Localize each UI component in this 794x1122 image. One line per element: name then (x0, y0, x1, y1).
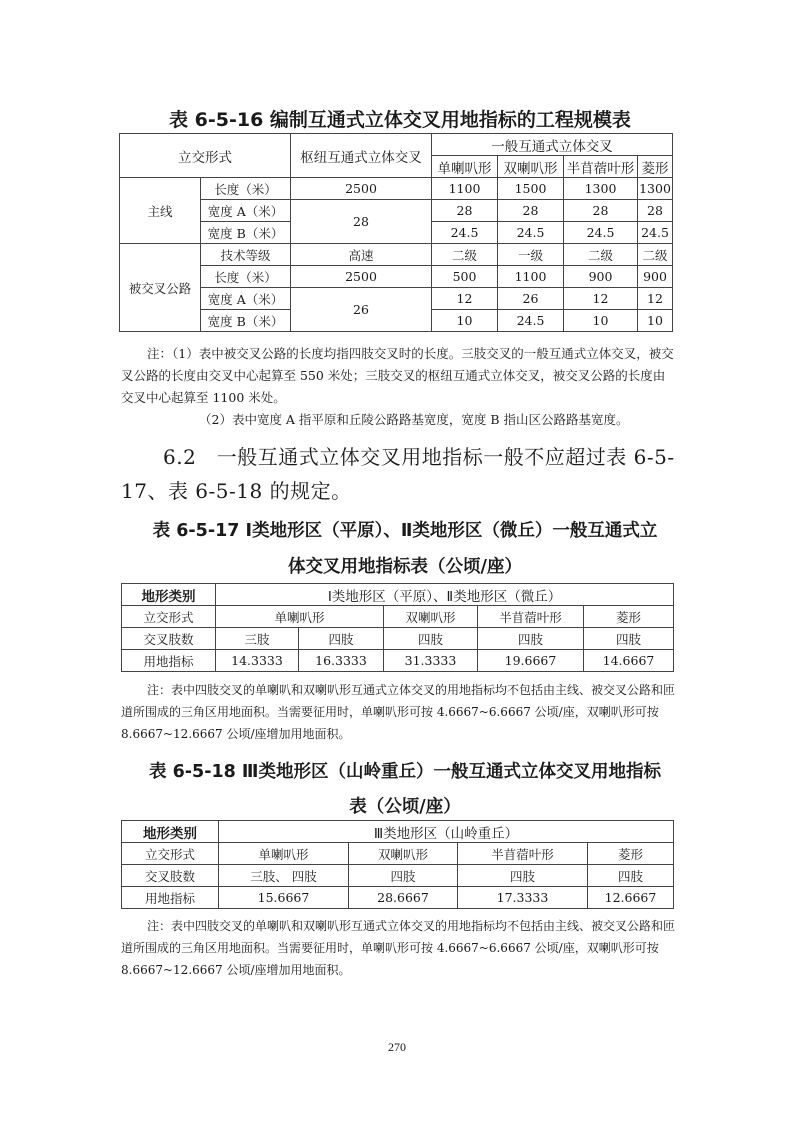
form-label: 立交形式 (122, 606, 216, 628)
cell: 1300 (564, 178, 638, 200)
hub-value: 高速 (291, 244, 432, 266)
cell: 12 (638, 288, 673, 310)
table-row (122, 843, 674, 865)
row-item: 长度（米） (201, 178, 291, 200)
table1-notes (121, 343, 676, 431)
table-row (122, 887, 674, 909)
table-row (122, 821, 674, 843)
table-row (122, 650, 674, 672)
form-half-cloverleaf: 半苜蓿叶形 (478, 606, 584, 628)
header-double-trumpet: 双喇叭形 (498, 156, 564, 178)
cell: 1300 (638, 178, 673, 200)
table1-note-2: （2）表中宽度 A 指平原和丘陵公路路基宽度，宽度 B 指山区公路路基宽度。 (199, 412, 629, 427)
cell: 28 (432, 200, 498, 222)
header-single-trumpet: 单喇叭形 (432, 156, 498, 178)
terrain-label: 地形类别 (122, 584, 216, 606)
cell: 二级 (432, 244, 498, 266)
table-6-5-16 (119, 133, 673, 332)
cell: 四肢 (588, 865, 674, 887)
index-label: 用地指标 (122, 650, 216, 672)
table-row (120, 200, 673, 222)
row-item: 技术等级 (201, 244, 291, 266)
table2-note (121, 679, 676, 745)
terrain-value: Ⅲ类地形区（山岭重丘） (219, 821, 674, 843)
form-half-cloverleaf: 半苜蓿叶形 (458, 843, 588, 865)
table3-note-text: 注：表中四肢交叉的单喇叭和双喇叭形互通式立体交叉的用地指标均不包括由主线、被交叉公路和匝道所围成的三角区用地面积。当需要征用时，单喇叭形可按 4.6667~6.6667 公顷/座，双喇叭形可按 8.6667~12.6667 公顷/座增加用地面积。 (121, 919, 676, 977)
section-6-2-text: 6.2 一般互通式立体交叉用地指标一般不应超过表 6-5-17、表 6-5-18 的规定。 (121, 445, 675, 503)
header-hub: 枢纽互通式立体交叉 (291, 134, 432, 178)
cell: 28 (498, 200, 564, 222)
cell: 三肢、 四肢 (219, 865, 349, 887)
form-diamond: 菱形 (588, 843, 674, 865)
table-row (122, 628, 674, 650)
table-6-5-18 (121, 820, 674, 909)
header-general: 一般互通式立体交叉 (432, 134, 673, 156)
table1-note-1: 注：（1）表中被交叉公路的长度均指四肢交叉时的长度。三肢交叉的一般互通式立体交叉，被交叉公路的长度由交叉中心起算至 550 米处；三肢交叉的枢纽互通式立体交叉，被交叉公路的长度由交叉中心起算至 1100 米处。 (121, 346, 674, 405)
cell: 四肢 (458, 865, 588, 887)
cell: 三肢 (216, 628, 299, 650)
cell: 24.5 (498, 310, 564, 332)
form-diamond: 菱形 (584, 606, 674, 628)
cell: 15.6667 (219, 887, 349, 909)
form-single-trumpet: 单喇叭形 (219, 843, 349, 865)
form-double-trumpet: 双喇叭形 (384, 606, 478, 628)
form-double-trumpet: 双喇叭形 (349, 843, 458, 865)
header-half-cloverleaf: 半苜蓿叶形 (564, 156, 638, 178)
table2-title-line1: 表 6-5-17 Ⅰ类地形区（平原）、Ⅱ类地形区（微丘）一般互通式立 (152, 521, 658, 541)
cell: 24.5 (498, 222, 564, 244)
cell: 24.5 (638, 222, 673, 244)
cell: 26 (498, 288, 564, 310)
table-row (120, 288, 673, 310)
row-item: 宽度 B（米） (201, 310, 291, 332)
cell: 四肢 (478, 628, 584, 650)
page-number: 270 (388, 1040, 406, 1054)
row-item: 长度（米） (201, 266, 291, 288)
cell: 24.5 (564, 222, 638, 244)
cell: 17.3333 (458, 887, 588, 909)
cell: 12.6667 (588, 887, 674, 909)
table-row (120, 266, 673, 288)
header-diamond: 菱形 (638, 156, 673, 178)
cell: 31.3333 (384, 650, 478, 672)
table3-note (121, 915, 676, 981)
index-label: 用地指标 (122, 887, 219, 909)
cell: 二级 (564, 244, 638, 266)
form-single-trumpet: 单喇叭形 (216, 606, 384, 628)
section-6-2 (121, 440, 681, 508)
hub-value: 26 (291, 288, 432, 332)
form-label: 立交形式 (122, 843, 219, 865)
cell: 28.6667 (349, 887, 458, 909)
legs-label: 交叉肢数 (122, 865, 219, 887)
legs-label: 交叉肢数 (122, 628, 216, 650)
cell: 1500 (498, 178, 564, 200)
cell: 12 (432, 288, 498, 310)
table-row (122, 584, 674, 606)
cell: 12 (564, 288, 638, 310)
table-row (122, 606, 674, 628)
terrain-label: 地形类别 (122, 821, 219, 843)
row-item: 宽度 A（米） (201, 200, 291, 222)
cell: 四肢 (384, 628, 478, 650)
cell: 900 (638, 266, 673, 288)
cell: 24.5 (432, 222, 498, 244)
table-row (120, 244, 673, 266)
table3-title-line2: 表（公顷/座） (349, 797, 461, 817)
cell: 500 (432, 266, 498, 288)
row-item: 宽度 B（米） (201, 222, 291, 244)
cell: 10 (564, 310, 638, 332)
table3-title-line1: 表 6-5-18 Ⅲ类地形区（山岭重丘）一般互通式立体交叉用地指标 (149, 762, 661, 782)
cell: 16.3333 (299, 650, 384, 672)
terrain-value: Ⅰ类地形区（平原）、Ⅱ类地形区（微丘） (216, 584, 674, 606)
table2-title-line2: 体交叉用地指标表（公顷/座） (288, 557, 522, 577)
cell: 10 (638, 310, 673, 332)
header-form: 立交形式 (120, 134, 291, 178)
cell: 900 (564, 266, 638, 288)
cell: 四肢 (299, 628, 384, 650)
hub-value: 2500 (291, 178, 432, 200)
table1-title: 表 6-5-16 编制互通式立体交叉用地指标的工程规模表 (169, 109, 631, 131)
cell: 二级 (638, 244, 673, 266)
table-row (122, 865, 674, 887)
cell: 28 (564, 200, 638, 222)
group-label: 被交叉公路 (120, 244, 201, 332)
cell: 1100 (498, 266, 564, 288)
cell: 四肢 (584, 628, 674, 650)
table-6-5-17 (121, 583, 674, 672)
cell: 14.6667 (584, 650, 674, 672)
table2-note-text: 注：表中四肢交叉的单喇叭和双喇叭形互通式立体交叉的用地指标均不包括由主线、被交叉公路和匝道所围成的三角区用地面积。当需要征用时，单喇叭形可按 4.6667~6.6667 公顷/座，双喇叭形可按 8.6667~12.6667 公顷/座增加用地面积。 (121, 683, 676, 741)
cell: 1100 (432, 178, 498, 200)
cell: 19.6667 (478, 650, 584, 672)
table-row (120, 178, 673, 200)
row-item: 宽度 A（米） (201, 288, 291, 310)
hub-value: 2500 (291, 266, 432, 288)
hub-value: 28 (291, 200, 432, 244)
cell: 四肢 (349, 865, 458, 887)
cell: 10 (432, 310, 498, 332)
group-label: 主线 (120, 178, 201, 244)
cell: 一级 (498, 244, 564, 266)
cell: 28 (638, 200, 673, 222)
cell: 14.3333 (216, 650, 299, 672)
